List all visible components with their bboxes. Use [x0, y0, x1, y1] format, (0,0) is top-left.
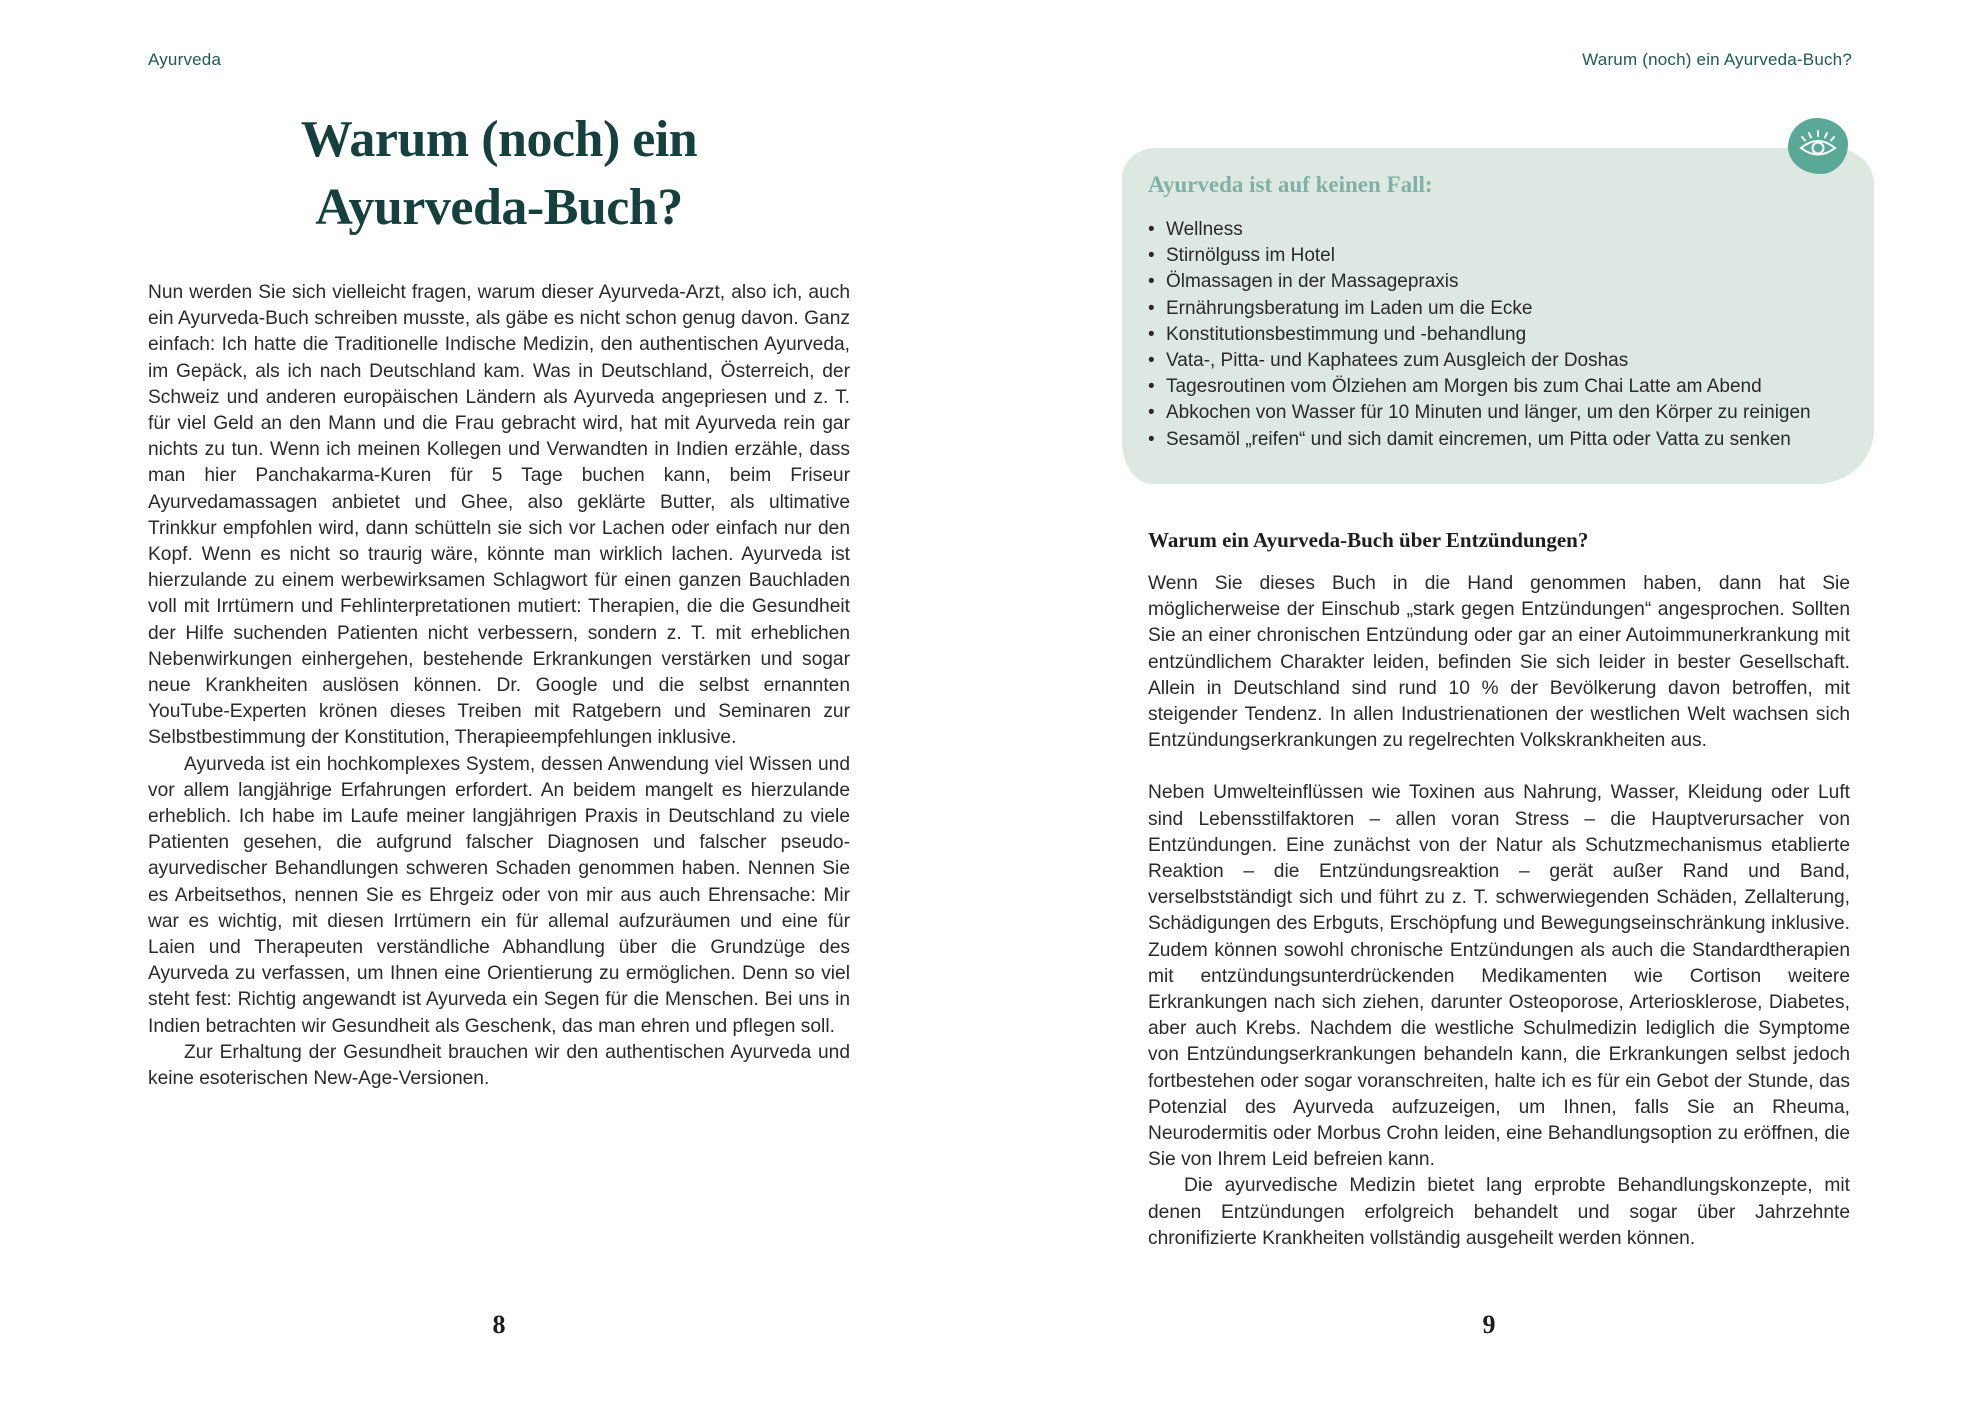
list-item: • Vata-, Pitta- und Kaphatees zum Ausgleich der Doshas: [1148, 348, 1868, 374]
chapter-title-line-1: Warum (noch) ein: [300, 111, 698, 168]
paragraph: Neben Umwelteinflüssen wie Toxinen aus Nahrung, Wasser, Kleidung oder Luft sind Lebensstilfaktoren – allen voran Stress – die Hauptverursacher von Entzündungen. Eine zunächst von der Natur als Schutzmechanismus etablierte Reaktion – die Entzündungsreaktion – gerät außer Rand und Band, verselbstständigt sich und führt zu z. T. schwerwiegenden Schäden, Zellalterung, Schädigungen des Erbguts, Erschöpfung und Bewegungseinschränkung inklusive. Zudem können sowohl chronische Entzündungen als auch die Standardtherapien mit entzündungsunterdrückenden Medikamenten wie Cortison weitere Erkrankungen nach sich ziehen, darunter Osteoporose, Arteriosklerose, Diabetes, aber auch Krebs. Nachdem die westliche Schulmedizin lediglich die Symptome von Entzündungserkrankungen behandeln kann, die Erkrankungen selbst jedoch fortbestehen oder sogar voranschreiten, halte ich es für ein Gebot der Stunde, das Potenzial des Ayurveda aufzuzeigen, um Ihnen, falls Sie an Rheuma, Neurodermitis oder Morbus Crohn leiden, eine Behandlungsoption zu eröffnen, die Sie von Ihrem Leid befreien kann.: [1148, 782, 1850, 1171]
section-heading: Warum ein Ayurveda-Buch über Entzündungen?: [1148, 528, 1589, 552]
running-head-left: Ayurveda: [148, 50, 222, 69]
left-body-text: [148, 280, 850, 1092]
list-item: • Sesamöl „reifen“ und sich damit eincremen, um Pitta oder Vatta zu senken: [1148, 427, 1868, 453]
chapter-title: [148, 106, 850, 242]
paragraph: Die ayurvedische Medizin bietet lang erprobte Behandlungskonzepte, mit denen Entzündungen erfolgreich behandelt und sogar über Jahrzehnte chronifizierte Krankheiten vollständig ausgeheilt werden können.: [1148, 1175, 1850, 1249]
page-number-right: 9: [1482, 1310, 1496, 1339]
list-item: • Stirnölguss im Hotel: [1148, 243, 1868, 269]
right-body-text: [1148, 571, 1850, 1252]
info-box-list: [1148, 217, 1868, 453]
list-item: • Konstitutionsbestimmung und -behandlung: [1148, 322, 1868, 348]
paragraph: Nun werden Sie sich vielleicht fragen, warum dieser Ayurveda-Arzt, also ich, auch ein Ayurveda-Buch schreiben musste, als gäbe es nicht schon genug davon. Ganz einfach: Ich hatte die Traditionelle Indische Medizin, den authentischen Ayurveda, im Gepäck, als ich nach Deutschland kam. Was in Deutschland, Österreich, der Schweiz und anderen europäischen Ländern als Ayurveda angepriesen und z. T. für viel Geld an den Mann und die Frau gebracht wird, hat mit Ayurveda rein gar nichts zu tun. Wenn ich meinen Kollegen und Verwandten in Indien erzähle, dass man hier Panchakarma-Kuren für 5 Tage buchen kann, beim Friseur Ayurvedamassagen anbietet und Ghee, also geklärte Butter, als ultimative Trinkkur empfohlen wird, dann schütteln sie sich vor Lachen oder einfach nur den Kopf. Wenn es nicht so traurig wäre, könnte man wirklich lachen. Ayurveda ist hierzulande zu einem werbewirksamen Schlagwort für einen ganzen Bauchladen voll mit Irrtümern und Fehlinterpretationen mutiert: Therapien, die die Gesundheit der Hilfe suchenden Patienten nicht verbessern, sondern z. T. mit erheblichen Nebenwirkungen einhergehen, bestehende Erkrankungen verstärken und sogar neue Krankheiten auslösen können. Dr. Google und die selbst ernannten YouTube-Experten krönen dieses Treiben mit Ratgebern und Seminaren zur Selbstbestimmung der Konstitution, Therapieempfehlungen inklusive.: [148, 282, 850, 749]
eye-icon-badge: [1788, 118, 1848, 174]
paragraph: Wenn Sie dieses Buch in die Hand genommen haben, dann hat Sie möglicherweise der Einschub „stark gegen Entzündungen“ angesprochen. Sollten Sie an einer chronischen Entzündung oder gar an einer Autoimmunerkrankung mit entzündlichem Charakter leiden, befinden Sie sich leider in bester Gesellschaft. Allein in Deutschland sind rund 10 % der Bevölkerung davon betroffen, mit steigender Tendenz. In allen Industrienationen der westlichen Welt wachsen sich Entzündungserkrankungen zu regelrechten Volkskrankheiten aus.: [1148, 573, 1850, 752]
list-item: • Tagesroutinen vom Ölziehen am Morgen bis zum Chai Latte am Abend: [1148, 374, 1868, 400]
list-item: • Wellness: [1148, 217, 1868, 243]
info-box-heading: Ayurveda ist auf keinen Fall:: [1148, 172, 1433, 197]
paragraph: Zur Erhaltung der Gesundheit brauchen wir den authentischen Ayurveda und keine esoterischen New-Age-Versionen.: [148, 1041, 850, 1090]
list-item: • Abkochen von Wasser für 10 Minuten und länger, um den Körper zu reinigen: [1148, 400, 1868, 426]
eye-icon: [1797, 128, 1839, 164]
paragraph: Ayurveda ist ein hochkomplexes System, dessen Anwendung viel Wissen und vor allem langjährige Erfahrungen erfordert. An beidem mangelt es hierzulande erheblich. Ich habe im Laufe meiner langjährigen Praxis in Deutschland zu viele Patienten gesehen, die aufgrund falscher Diagnosen und falscher pseudo-ayurvedischer Behandlungen schweren Schaden genommen haben. Nennen Sie es Arbeitsethos, nennen Sie es Ehrgeiz oder von mir aus auch Ehrensache: Mir war es wichtig, mit diesen Irrtümern ein für allemal aufzuräumen und eine für Laien und Therapeuten verständliche Abhandlung über die Grundzüge des Ayurveda zu verfassen, um Ihnen eine Orientierung zu ermöglichen. Denn so viel steht fest: Richtig angewandt ist Ayurveda ein Segen für die Menschen. Bei uns in Indien betrachten wir Gesundheit als Geschenk, das man ehren und pflegen soll.: [148, 753, 850, 1037]
page-number-left: 8: [492, 1310, 506, 1339]
chapter-title-line-2: Ayurveda-Buch?: [315, 179, 683, 236]
list-item: • Ölmassagen in der Massagepraxis: [1148, 269, 1868, 295]
running-head-right: Warum (noch) ein Ayurveda-Buch?: [1582, 50, 1852, 69]
list-item: • Ernährungsberatung im Laden um die Ecke: [1148, 296, 1868, 322]
